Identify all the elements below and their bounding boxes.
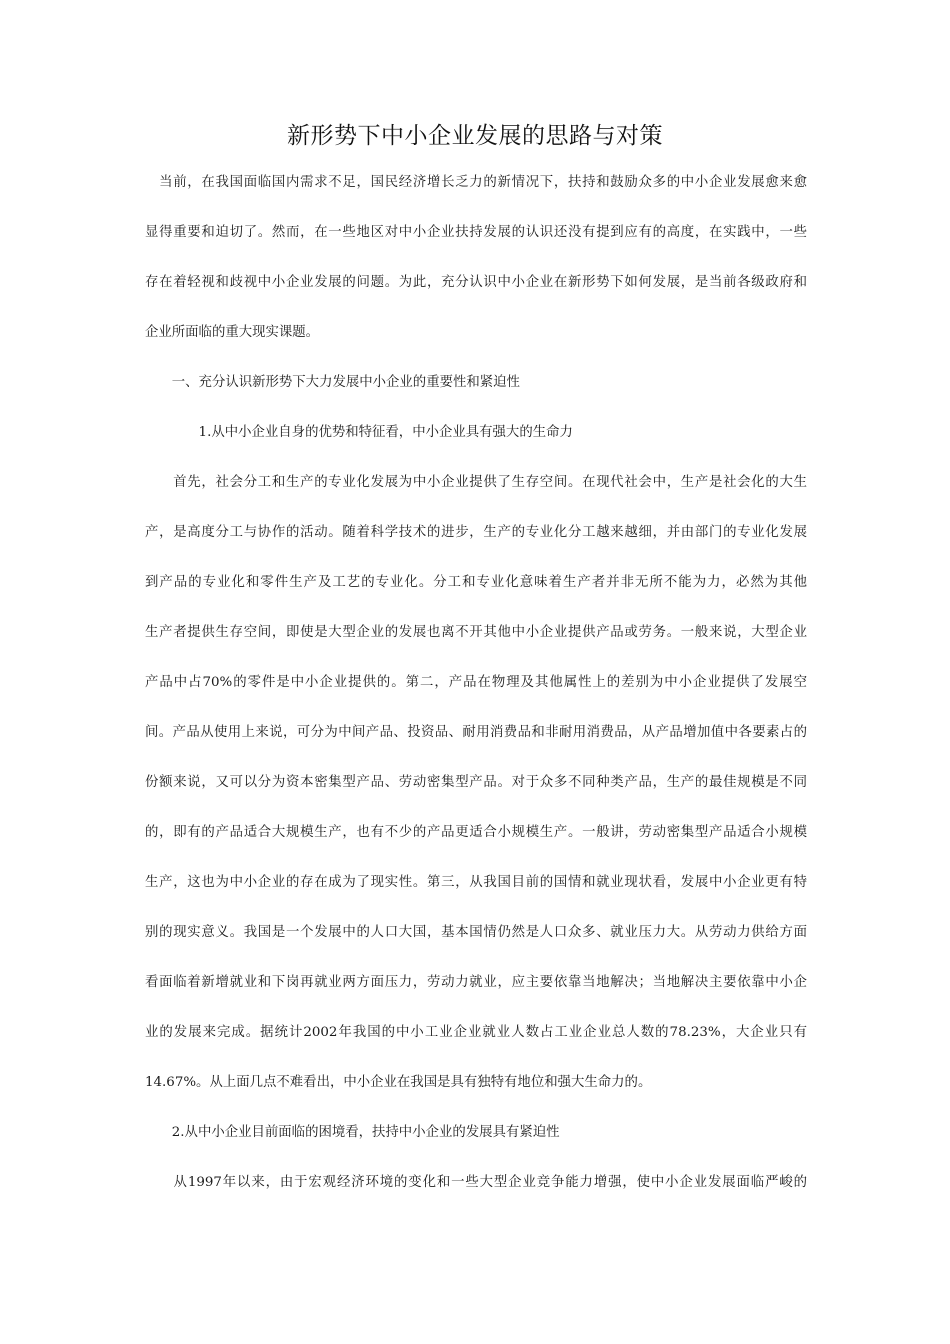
paragraph-line: 从1997年以来，由于宏观经济环境的变化和一些大型企业竞争能力增强，使中小企业发展面临严峻的 <box>145 1175 807 1190</box>
paragraph-line: 业的发展来完成。据统计2002年我国的中小工业企业就业人数占工业企业总人数的78.23%，大企业只有 <box>145 1025 807 1040</box>
section-heading: 一、充分认识新形势下大力发展中小企业的重要性和紧迫性 <box>145 375 520 390</box>
paragraph-line: 首先，社会分工和生产的专业化发展为中小企业提供了生存空间。在现代社会中，生产是社会化的大生 <box>145 475 807 490</box>
paragraph-line: 显得重要和迫切了。然而，在一些地区对中小企业扶持发展的认识还没有提到应有的高度，在实践中，一些 <box>145 225 807 240</box>
paragraph-line: 到产品的专业化和零件生产及工艺的专业化。分工和专业化意味着生产者并非无所不能为力，必然为其他 <box>145 575 807 590</box>
paragraph-line: 生产，这也为中小企业的存在成为了现实性。第三，从我国目前的国情和就业现状看，发展中小企业更有特 <box>145 875 807 890</box>
paragraph-line: 间。产品从使用上来说，可分为中间产品、投资品、耐用消费品和非耐用消费品，从产品增加值中各要素占的 <box>145 725 807 740</box>
paragraph-line: 企业所面临的重大现实课题。 <box>145 325 320 340</box>
paragraph-line: 产，是高度分工与协作的活动。随着科学技术的进步，生产的专业化分工越来越细，并由部门的专业化发展 <box>145 525 807 540</box>
paragraph-line: 当前，在我国面临国内需求不足，国民经济增长乏力的新情况下，扶持和鼓励众多的中小企业发展愈来愈 <box>145 175 807 190</box>
paragraph-line: 存在着轻视和歧视中小企业发展的问题。为此，充分认识中小企业在新形势下如何发展，是当前各级政府和 <box>145 275 807 290</box>
paragraph-line: 的，即有的产品适合大规模生产，也有不少的产品更适合小规模生产。一般讲，劳动密集型产品适合小规模 <box>145 825 807 840</box>
subsection-heading: 1.从中小企业自身的优势和特征看，中小企业具有强大的生命力 <box>145 425 573 440</box>
paragraph-line: 份额来说，又可以分为资本密集型产品、劳动密集型产品。对于众多不同种类产品，生产的最佳规模是不同 <box>145 775 807 790</box>
document-title: 新形势下中小企业发展的思路与对策 <box>287 123 663 149</box>
subsection-heading: 2.从中小企业目前面临的困境看，扶持中小企业的发展具有紧迫性 <box>145 1125 560 1140</box>
paragraph-line: 别的现实意义。我国是一个发展中的人口大国，基本国情仍然是人口众多、就业压力大。从劳动力供给方面 <box>145 925 807 940</box>
paragraph-line: 看面临着新增就业和下岗再就业两方面压力，劳动力就业，应主要依靠当地解决；当地解决主要依靠中小企 <box>145 975 807 990</box>
paragraph-line: 14.67%。从上面几点不难看出，中小企业在我国是具有独特有地位和强大生命力的。 <box>145 1075 652 1090</box>
paragraph-line: 生产者提供生存空间，即使是大型企业的发展也离不开其他中小企业提供产品或劳务。一般来说，大型企业 <box>145 625 807 640</box>
paragraph-line: 产品中占70%的零件是中小企业提供的。第二，产品在物理及其他属性上的差别为中小企业提供了发展空 <box>145 675 807 690</box>
